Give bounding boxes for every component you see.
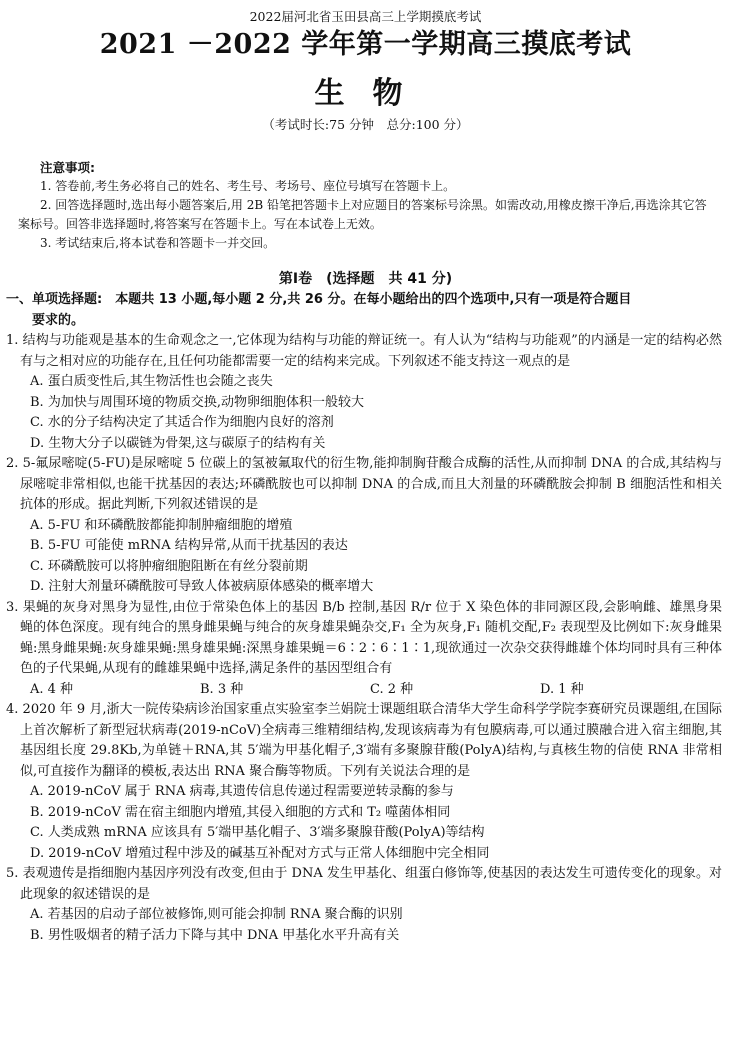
questions-block — [6, 290, 722, 946]
subject-title: 生物 — [314, 76, 431, 111]
option-a: A. 若基因的启动子部位被修饰,则可能会抑制 RNA 聚合酶的识别 — [30, 907, 403, 922]
note-item: 2. 回答选择题时,选出每小题答案后,用 2B 铅笔把答题卡上对应题目的答案标号涂黑。如需改动,用橡皮擦干净后,再选涂其它答案标号。回答非选择题时,将答案写在答题卡上。写在本试卷上无效。 — [18, 198, 707, 231]
option-d: D. 1 种 — [540, 681, 584, 697]
inline-options — [6, 680, 722, 701]
question-1 — [6, 331, 722, 454]
option-d: D. 2019-nCoV 增殖过程中涉及的碱基互补配对方式与正常人体细胞中完全相同 — [30, 845, 490, 861]
instruction-line-2: 要求的。 — [32, 312, 85, 328]
notes-block — [18, 158, 718, 253]
option-b: B. 男性吸烟者的精子活力下降与其中 DNA 甲基化水平升高有关 — [30, 927, 400, 943]
option-d: D. 生物大分子以碳链为骨架,这与碳原子的结构有关 — [30, 435, 326, 451]
note-item: 3. 考试结束后,将本试卷和答题卡一并交回。 — [40, 236, 276, 250]
option-a: A. 蛋白质变性后,其生物活性也会随之丧失 — [30, 374, 273, 389]
question-stem: 2. 5-氟尿嘧啶(5-FU)是尿嘧啶 5 位碳上的氢被氟取代的衍生物,能抑制胸苷酸合成酶的活性,从而抑制 DNA 的合成,其结构与尿嘧啶非常相似,也能干扰基因的表达;环磷酰胺也可以抑制 DNA 的合成,而且大剂量的环磷酰胺会抑制 B 细胞活性和相关抗体的形成。据此判断,下列叙述错误的是 — [6, 456, 722, 512]
notes-title: 注意事项: — [40, 160, 95, 175]
option-c: C. 环磷酰胺可以将肿瘤细胞阻断在有丝分裂前期 — [30, 558, 308, 574]
question-stem: 3. 果蝇的灰身对黑身为显性,由位于常染色体上的基因 B/b 控制,基因 R/r 位于 X 染色体的非同源区段,会影响雌、雄黑身果蝇的体色深度。现有纯合的黑身雌果蝇与纯合的灰身雄果蝇杂交,F₁ 全为灰身,F₁ 随机交配,F₂ 表现型及比例如下:灰身雌果蝇:黑身雌果蝇:灰身雄果蝇:黑身雄果蝇:深黑身雄果蝇＝6∶2∶6∶1∶1,现欲通过一次杂交获得雌雄个体均同时具有三种体色的子代果蝇,从现有的雌雄果蝇中选择,满足条件的基因型组合有 — [6, 599, 722, 676]
option-b: B. 5-FU 可能使 mRNA 结构异常,从而干扰基因的表达 — [30, 538, 348, 553]
option-b: B. 为加快与周围环境的物质交换,动物卵细胞体积一般较大 — [30, 394, 364, 410]
option-b: B. 3 种 — [200, 681, 244, 697]
option-a: A. 5-FU 和环磷酰胺都能抑制肿瘤细胞的增殖 — [30, 517, 293, 533]
option-a: A. 4 种 — [30, 681, 74, 697]
question-5 — [6, 864, 722, 946]
section-instruction — [6, 290, 722, 331]
option-c: C. 水的分子结构决定了其适合作为细胞内良好的溶剂 — [30, 415, 334, 430]
exam-info: （考试时长:75 分钟 总分:100 分） — [262, 117, 469, 132]
question-stem: 4. 2020 年 9 月,浙大一院传染病诊治国家重点实验室李兰娟院士课题组联合清华大学生命科学学院李赛研究员课题组,在国际上首次解析了新型冠状病毒(2019-nCoV)全病毒三维精细结构,发现该病毒为有包膜病毒,可以通过膜融合进入宿主细胞,其基因组长度 29.8Kb,为单链＋RNA,其 5′端为甲基化帽子,3′端有多聚腺苷酸(PolyA)结构,与真核生物的信使 RNA 非常相似,可直接作为翻译的模板,表达出 RNA 聚合酶等物质。下列有关说法合理的是 — [6, 702, 722, 779]
question-stem: 5. 表观遗传是指细胞内基因序列没有改变,但由于 DNA 发生甲基化、组蛋白修饰等,使基因的表达发生可遗传变化的现象。对此现象的叙述错误的是 — [6, 866, 722, 902]
question-4 — [6, 700, 722, 864]
note-item: 1. 答卷前,考生务必将自己的姓名、考生号、考场号、座位号填写在答题卡上。 — [40, 179, 456, 193]
option-c: C. 2 种 — [370, 681, 414, 697]
option-c: C. 人类成熟 mRNA 应该具有 5′端甲基化帽子、3′端多聚腺苷酸(PolyA)等结构 — [30, 825, 485, 840]
section-title: 第Ⅰ卷 (选择题 共 41 分) — [278, 271, 453, 287]
exam-supertitle: 2022届河北省玉田县高三上学期摸底考试 — [249, 9, 482, 24]
question-3 — [6, 598, 722, 701]
option-d: D. 注射大剂量环磷酰胺可导致人体被病原体感染的概率增大 — [30, 579, 374, 594]
option-a: A. 2019-nCoV 属于 RNA 病毒,其遗传信息传递过程需要逆转录酶的参与 — [30, 784, 454, 799]
option-b: B. 2019-nCoV 需在宿主细胞内增殖,其侵入细胞的方式和 T₂ 噬菌体相同 — [30, 804, 451, 820]
exam-main-title: 2021 －2022 学年第一学期高三摸底考试 — [99, 29, 632, 60]
question-2 — [6, 454, 722, 598]
question-stem: 1. 结构与功能观是基本的生命观念之一,它体现为结构与功能的辩证统一。有人认为“结构与功能观”的内涵是一定的结构必然有与之相对应的功能存在,且任何功能都需要一定的结构来完成。下列叙述不能支持这一观点的是 — [6, 333, 722, 369]
instruction-line-1: 一、单项选择题: 本题共 13 小题,每小题 2 分,共 26 分。在每小题给出的四个选项中,只有一项是符合题目 — [6, 292, 632, 307]
